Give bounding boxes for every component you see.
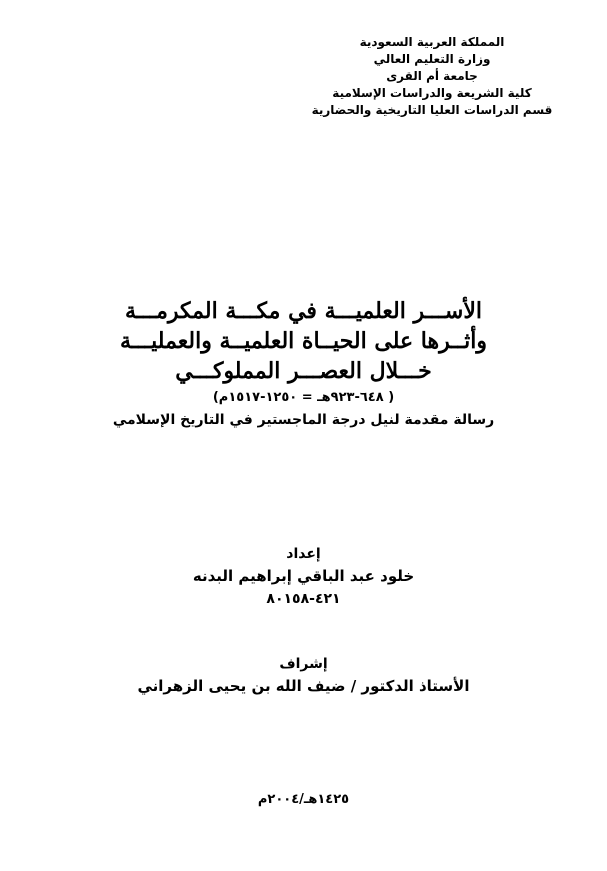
supervision-block (60, 654, 547, 698)
thesis-date: ١٤٢٥هـ/٢٠٠٤م (257, 792, 350, 807)
header-university: جامعة أم القرى (386, 69, 478, 83)
header-ministry: وزارة التعليم العالي (373, 52, 491, 66)
thesis-title-block (60, 296, 547, 432)
preparation-label: إعداد (286, 546, 321, 562)
header-department: قسم الدراسات العليا التاريخية والحضارية (311, 103, 553, 117)
title-line-1: الأســـر العلميـــة في مكـــة المكرمـــة (124, 298, 483, 324)
supervision-label: إشراف (279, 656, 328, 672)
supervisor-name: الأستاذ الدكتور / ضيف الله بن يحيى الزهراني (137, 677, 470, 695)
header-country: المملكة العربية السعودية (359, 35, 505, 49)
author-name: خلود عبد الباقي إبراهيم البدنه (192, 567, 415, 585)
thesis-purpose: رسالة مقدمة لنيل درجة الماجستير في التاريخ الإسلامي (112, 412, 495, 428)
header-college: كلية الشريعة والدراسات الإسلامية (332, 86, 532, 100)
preparation-block (60, 544, 547, 610)
title-dates: ( ٦٤٨-٩٢٣هـ = ١٢٥٠-١٥١٧م) (212, 390, 395, 405)
institution-header (302, 34, 562, 119)
title-line-3: خـــلال العصـــر المملوكـــي (175, 358, 432, 384)
title-line-2: وأثــرها على الحيــاة العلميــة والعمليـــة (120, 328, 487, 354)
author-id: ٤٢١-٨٠١٥٨ (266, 591, 341, 607)
